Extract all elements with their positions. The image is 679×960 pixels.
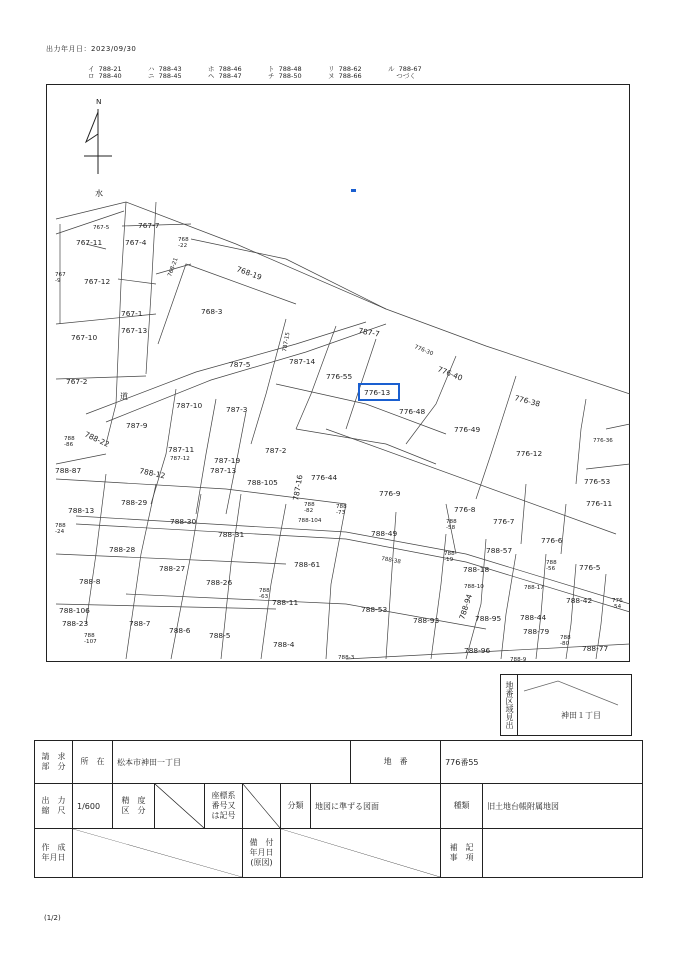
lot-776-12: 776-12 (516, 449, 543, 458)
lot-776-30: 776-30 (413, 344, 434, 358)
lot-788-95: 788-95 (475, 614, 502, 623)
lot-776-40: 776-40 (436, 364, 464, 383)
lot-776-13: 776-13 (364, 388, 391, 397)
lot-788-22: 788-22 (83, 429, 111, 449)
area-index-box (500, 674, 632, 736)
lot-788-13: 788-13 (68, 506, 95, 515)
lot-767-10: 767-10 (71, 333, 98, 342)
lot-767-11: 767-11 (76, 238, 103, 247)
accuracy-value (155, 784, 205, 829)
lot-788-27: 788-27 (159, 564, 186, 573)
lot-787-7: 787-7 (357, 326, 381, 339)
lot-788-56: 788 -56 (546, 560, 557, 573)
lot-788-82: 788 -82 (304, 502, 315, 515)
lot-787-2: 787-2 (265, 446, 287, 455)
lot-776-7: 776-7 (493, 517, 515, 526)
made-value (73, 829, 243, 878)
type-value: 旧土地台帳附属地図 (483, 784, 643, 829)
legend-entry: リ 788-62 ヌ 788-66 (328, 65, 362, 80)
lot-788-29: 788-29 (121, 498, 148, 507)
lot-767-4: 767-4 (125, 238, 147, 247)
lot-788-38: 788-38 (380, 556, 402, 566)
lot-776-8: 776-8 (454, 505, 476, 514)
lot-788-106: 788-106 (59, 606, 90, 615)
lot-788-7: 788-7 (129, 619, 151, 628)
page-number: (1/2) (44, 914, 61, 922)
lot-767-2: 767-2 (66, 377, 88, 386)
print-date: 出力年月日：2023/09/30 (46, 45, 137, 53)
lot-788-23: 788-23 (62, 619, 89, 628)
legend-row (88, 66, 468, 84)
lot-787-14: 787-14 (289, 357, 316, 366)
scale-value: 1/600 (73, 784, 113, 829)
coord-value (243, 784, 281, 829)
lot-788-6: 788-6 (169, 626, 191, 635)
lot-788-104: 788-104 (298, 518, 322, 524)
water-label: 水 (95, 189, 103, 198)
lot-787-11: 787-11 (168, 445, 195, 454)
lot-788-11: 788-11 (272, 598, 299, 607)
lot-788-9: 788-9 (510, 657, 527, 662)
info-table (34, 740, 643, 878)
north-label: N (96, 97, 102, 106)
lot-788-44: 788-44 (520, 613, 547, 622)
accuracy-label: 精 度 区 分 (113, 784, 155, 829)
lot-788-26: 788-26 (206, 578, 233, 587)
lot-788-3: 788-3 (338, 655, 355, 661)
map-canvas (46, 84, 630, 662)
lot-788-77: 788-77 (582, 644, 609, 653)
lot-788-18: 788-18 (463, 565, 490, 574)
legend-entry: イ 788-21 ロ 788-40 (88, 65, 122, 80)
road-label: 道 (120, 392, 128, 401)
lot-788-4: 788-4 (273, 640, 295, 649)
parcel-boundaries (56, 202, 630, 659)
lot-776-38: 776-38 (513, 393, 542, 409)
remark-value (483, 829, 643, 878)
lot-768-19: 768-19 (235, 264, 264, 282)
location-value: 松本市神田一丁目 (113, 741, 351, 784)
lot-767-9: 767 -9 (55, 272, 66, 285)
area-index-heading: 地番区域見出 (501, 675, 518, 735)
lot-788-30: 788-30 (170, 517, 197, 526)
lot-787-12: 787-12 (170, 456, 190, 462)
lot-776-11: 776-11 (586, 499, 613, 508)
lot-788-87: 788-87 (55, 466, 82, 475)
north-arrow-icon (84, 109, 112, 174)
lot-788-80: 788 -80 (560, 635, 571, 648)
legend-entry: ハ 788-43 ニ 788-45 (148, 65, 182, 80)
lot-776-6: 776-6 (541, 536, 563, 545)
lot-787-19: 787-19 (214, 456, 241, 465)
lot-776-36: 776-36 (593, 438, 613, 444)
scale-label: 出 力 縮 尺 (35, 784, 73, 829)
lot-788-10: 788-10 (464, 584, 484, 590)
class-label: 分類 (281, 784, 311, 829)
area-index-name: 神田１丁目 (561, 711, 601, 720)
requester-label: 請 求 部 分 (35, 741, 73, 784)
lot-788-86: 788 -86 (64, 436, 75, 449)
lot-788-31: 788-31 (218, 530, 245, 539)
lot-787-5: 787-5 (229, 360, 251, 369)
lot-776-48: 776-48 (399, 407, 426, 416)
area-index-sketch (518, 675, 630, 735)
lot-788-12: 788-12 (138, 466, 167, 481)
lot-788-93: 788-93 (413, 616, 440, 625)
lot-776-54: 776 -54 (612, 598, 623, 611)
lot-767-13: 767-13 (121, 326, 148, 335)
lot-787-10: 787-10 (176, 401, 203, 410)
lot-776-9: 776-9 (379, 489, 401, 498)
lot-788-49: 788-49 (371, 529, 398, 538)
lot-767-7: 767-7 (138, 221, 160, 230)
lot-788-107: 788 -107 (84, 633, 97, 646)
legend-entry: ト 788-48 チ 788-50 (268, 65, 302, 80)
lot-767-5: 767-5 (93, 225, 110, 231)
lot-value: 776番55 (441, 741, 643, 784)
lot-788-96: 788-96 (464, 646, 491, 655)
lot-767-12: 767-12 (84, 277, 111, 286)
lot-776-44: 776-44 (311, 473, 338, 482)
lot-788-57: 788-57 (486, 546, 513, 555)
lot-788-5: 788-5 (209, 631, 231, 640)
lot-788-79: 788-79 (523, 627, 550, 636)
note-label: 備 付 年月日 (原図) (243, 829, 281, 878)
lot-776-5: 776-5 (579, 563, 601, 572)
lot-788-24: 788 -24 (55, 523, 66, 536)
lot-788-42: 788-42 (566, 596, 593, 605)
lot-767-1: 767-1 (121, 309, 143, 318)
legend-entry: ル 788-67 つづく (388, 65, 422, 80)
lot-768-21: 768-21 (167, 256, 180, 278)
lot-787-3: 787-3 (226, 405, 248, 414)
lot-788-8: 788-8 (79, 577, 101, 586)
lot-787-13: 787-13 (210, 466, 237, 475)
note-value (281, 829, 441, 878)
lot-788-53: 788-53 (361, 605, 388, 614)
class-value: 地図に準ずる図面 (311, 784, 441, 829)
lot-788-94: 788-94 (457, 592, 474, 621)
type-label: 種類 (441, 784, 483, 829)
lot-788-28: 788-28 (109, 545, 136, 554)
lot-776-53: 776-53 (584, 477, 611, 486)
lot-787-9: 787-9 (126, 421, 148, 430)
lot-label: 地 番 (351, 741, 441, 784)
made-label: 作 成 年月日 (35, 829, 73, 878)
lot-788-63: 788 -63 (259, 588, 270, 601)
lot-788-61: 788-61 (294, 560, 321, 569)
lot-788-17: 788-17 (524, 585, 544, 591)
lot-768-3: 768-3 (201, 307, 223, 316)
legend-entry: ホ 788-46 ヘ 788-47 (208, 65, 242, 80)
lot-788-58: 788 -58 (446, 519, 457, 532)
lot-788-105: 788-105 (247, 478, 278, 487)
lot-768-22: 768 -22 (178, 237, 189, 250)
lot-776-49: 776-49 (454, 425, 481, 434)
lot-labels (55, 221, 623, 662)
cadastral-map (46, 84, 630, 662)
blue-marker (351, 189, 356, 192)
lot-788-73: 788 -73 (336, 504, 347, 517)
lot-776-55: 776-55 (326, 372, 353, 381)
lot-787-16: 787-16 (291, 473, 305, 502)
lot-787-15: 787-15 (282, 331, 292, 353)
location-label: 所 在 (73, 741, 113, 784)
lot-788-19: 788 -19 (444, 551, 455, 564)
coord-label: 座標系 番号又 は記号 (205, 784, 243, 829)
remark-label: 補 記 事 項 (441, 829, 483, 878)
